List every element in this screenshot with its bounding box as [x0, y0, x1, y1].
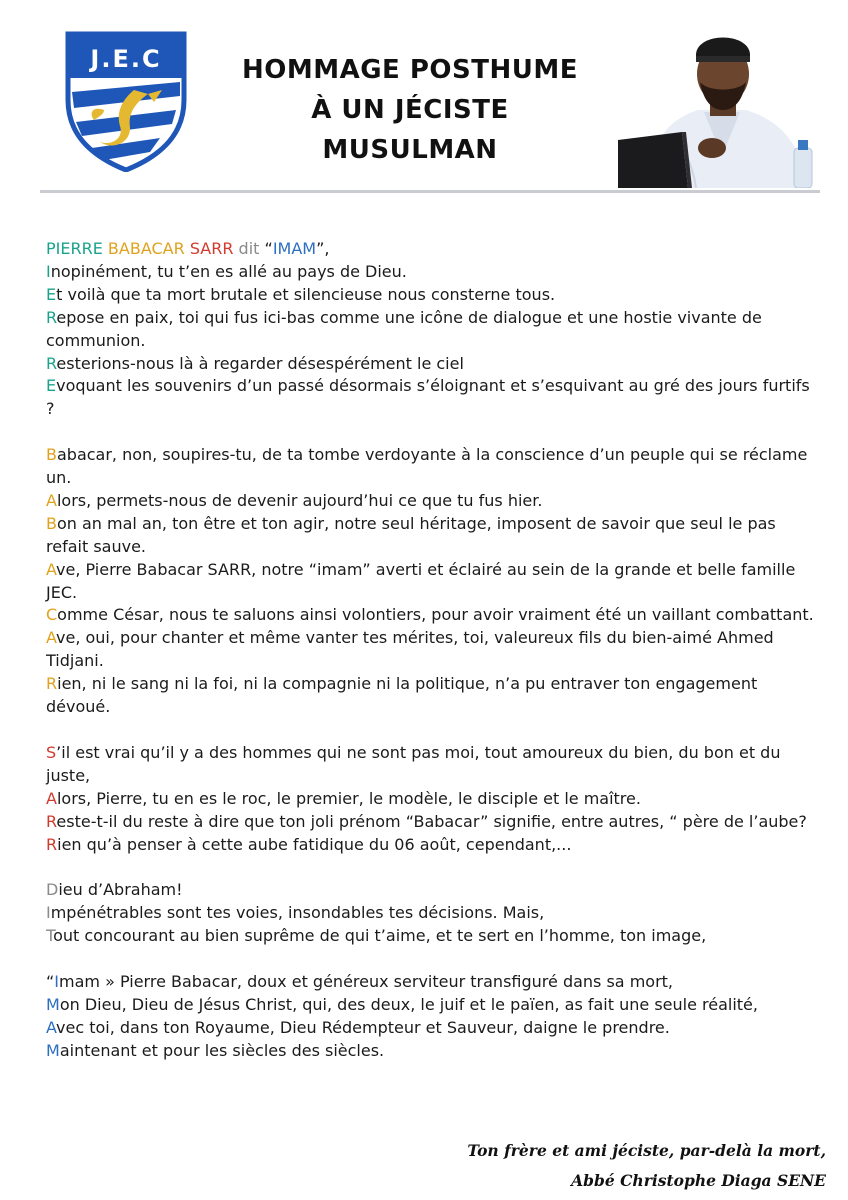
line-text: ien, ni le sang ni la foi, ni la compagnie ni la politique, n’a pu entraver ton engagement dévoué. — [46, 674, 758, 717]
stanza-gap — [46, 948, 816, 971]
poem-header-line — [46, 238, 816, 261]
line-text: abacar, non, soupires-tu, de ta tombe verdoyante à la conscience d’un peuple qui se réclame un. — [46, 445, 808, 488]
line-text: vоquant les souvenirs d’un passé désormais s’éloignant et s’esquivant au gré des jours furtifs ? — [46, 376, 810, 419]
line-initial: I — [54, 971, 60, 991]
portrait-photo — [618, 16, 824, 188]
poem-line — [46, 971, 816, 994]
line-text: nopinément, tu t’en es allé au pays de Dieu. — [50, 261, 407, 281]
line-text: mam » Pierre Babacar, doux et généreux serviteur transfiguré dans sa mort, — [59, 971, 673, 991]
poem-line — [46, 604, 816, 627]
poem-line — [46, 811, 816, 834]
header-babacar: BABACAR — [107, 239, 185, 258]
header-close: ”, — [316, 239, 330, 258]
line-initial: B — [46, 513, 57, 533]
line-initial: D — [46, 880, 59, 900]
poem-line — [46, 902, 816, 925]
line-text: epose en paix, toi qui fus ici-bas comme une icône de dialogue et une hostie vivante de communion. — [46, 307, 762, 350]
signature-line-1: Ton frère et ami jéciste, par-delà la mort, — [467, 1141, 826, 1160]
logo-letter-c: C — [141, 45, 162, 73]
line-initial: C — [46, 605, 58, 625]
jec-logo — [64, 30, 188, 172]
line-text: ieu d’Abraham! — [58, 880, 183, 900]
line-text: on an mal an, ton être et ton agir, notre seul héritage, imposent de savoir que seul le pas refait sauve. — [46, 513, 776, 556]
header-divider — [40, 190, 820, 193]
poem-line — [46, 513, 816, 559]
logo-letter-j: J — [90, 45, 102, 73]
line-initial: A — [46, 788, 57, 808]
title-line-3: MUSULMAN — [322, 135, 498, 165]
poem-line — [46, 261, 816, 284]
poem-line — [46, 742, 816, 788]
line-initial: R — [46, 353, 57, 373]
line-text: lors, permets-nous de devenir aujourd’hui ce que tu fus hier. — [56, 490, 543, 510]
jec-shield-icon — [64, 30, 188, 172]
line-text: on Dieu, Dieu de Jésus Christ, qui, des deux, le juif et le païen, as fait une seule réalité, — [59, 994, 758, 1014]
logo-dot-2: . — [130, 45, 142, 73]
line-text: mpénétrables sont tes voies, insondables tes décisions. Mais, — [50, 903, 545, 923]
stanza-gap — [46, 856, 816, 879]
page-title — [200, 50, 620, 170]
line-initial: I — [46, 261, 51, 281]
line-initial: S — [46, 742, 57, 762]
poem-line — [46, 444, 816, 490]
line-text: aintenant et pour les siècles des siècles. — [59, 1040, 385, 1060]
header-imam: IMAM — [272, 239, 317, 258]
poem-line — [46, 994, 816, 1017]
stanza-gap — [46, 719, 816, 742]
header-dit: dit — [238, 239, 260, 258]
line-text: out concourant au bien suprême de qui t’aime, et te sert en l’homme, ton image, — [53, 926, 707, 946]
poem-line — [46, 490, 816, 513]
logo-letter-e: E — [112, 45, 131, 73]
line-text: omme César, nous te saluons ainsi volontiers, pour avoir vraiment été un vaillant combattant. — [57, 605, 814, 625]
signature — [467, 1136, 826, 1196]
line-text: t voilà que ta mort brutale et silencieuse nous consterne tous. — [56, 284, 556, 304]
line-text: lors, Pierre, tu en es le roc, le premier, le modèle, le disciple et le maître. — [56, 788, 641, 808]
header-open-quote: “ — [264, 239, 273, 258]
line-initial: R — [46, 811, 57, 831]
line-text: esterions-nous là à regarder désespérément le ciel — [56, 353, 464, 373]
line-initial: R — [46, 307, 57, 327]
poem-line — [46, 788, 816, 811]
line-initial: M — [46, 994, 60, 1014]
poem-line — [46, 307, 816, 353]
title-line-2: À UN JÉCISTE — [311, 95, 509, 125]
line-initial: A — [46, 490, 57, 510]
poem-line — [46, 1017, 816, 1040]
title-line-1: HOMMAGE POSTHUME — [241, 55, 578, 85]
poem-line — [46, 834, 816, 857]
svg-text:J.E.C — [88, 45, 161, 73]
line-text: este-t-il du reste à dire que ton joli prénom “Babacar” signifie, entre autres, “ père de l’aube? — [56, 811, 807, 831]
poem-line — [46, 879, 816, 902]
line-initial: B — [46, 445, 57, 465]
portrait-illustration-icon — [618, 16, 824, 188]
poem-line — [46, 925, 816, 948]
line-text: ve, Pierre Babacar SARR, notre “imam” averti et éclairé au sein de la grande et belle famille JEC. — [46, 559, 796, 602]
line-initial: M — [46, 1040, 60, 1060]
poem-line — [46, 559, 816, 605]
poem-line — [46, 284, 816, 307]
line-initial: T — [46, 926, 54, 946]
poem-line — [46, 673, 816, 719]
poem-line — [46, 1040, 816, 1063]
poem-line — [46, 627, 816, 673]
line-initial: E — [46, 284, 57, 304]
line-initial: A — [46, 559, 57, 579]
line-initial: R — [46, 674, 58, 694]
line-text: vec toi, dans ton Royaume, Dieu Rédempteur et Sauveur, daigne le prendre. — [56, 1017, 670, 1037]
poem-line — [46, 353, 816, 376]
stanza-gap — [46, 421, 816, 444]
header-pierre: PIERRE — [46, 239, 103, 258]
poem-body — [46, 238, 816, 1063]
header-sarr: SARR — [189, 239, 234, 258]
logo-dot-1: . — [101, 45, 113, 73]
poem-line — [46, 375, 816, 421]
line-initial: A — [46, 628, 57, 648]
line-initial: R — [46, 834, 58, 854]
line-initial: I — [46, 903, 51, 923]
line-text: ve, oui, pour chanter et même vanter tes mérites, toi, valeureux fils du bien-aimé Ahmed Tidjani. — [46, 628, 774, 671]
line-prefix: “ — [46, 971, 55, 991]
line-text: ien qu’à penser à cette aube fatidique du 06 août, cependant,... — [57, 834, 572, 854]
line-initial: A — [46, 1017, 57, 1037]
line-initial: E — [46, 376, 57, 396]
line-text: ’il est vrai qu’il y a des hommes qui ne sont pas moi, tout amoureux du bien, du bon et du juste, — [46, 742, 781, 785]
signature-line-2: Abbé Christophe Diaga SENE — [571, 1171, 826, 1190]
